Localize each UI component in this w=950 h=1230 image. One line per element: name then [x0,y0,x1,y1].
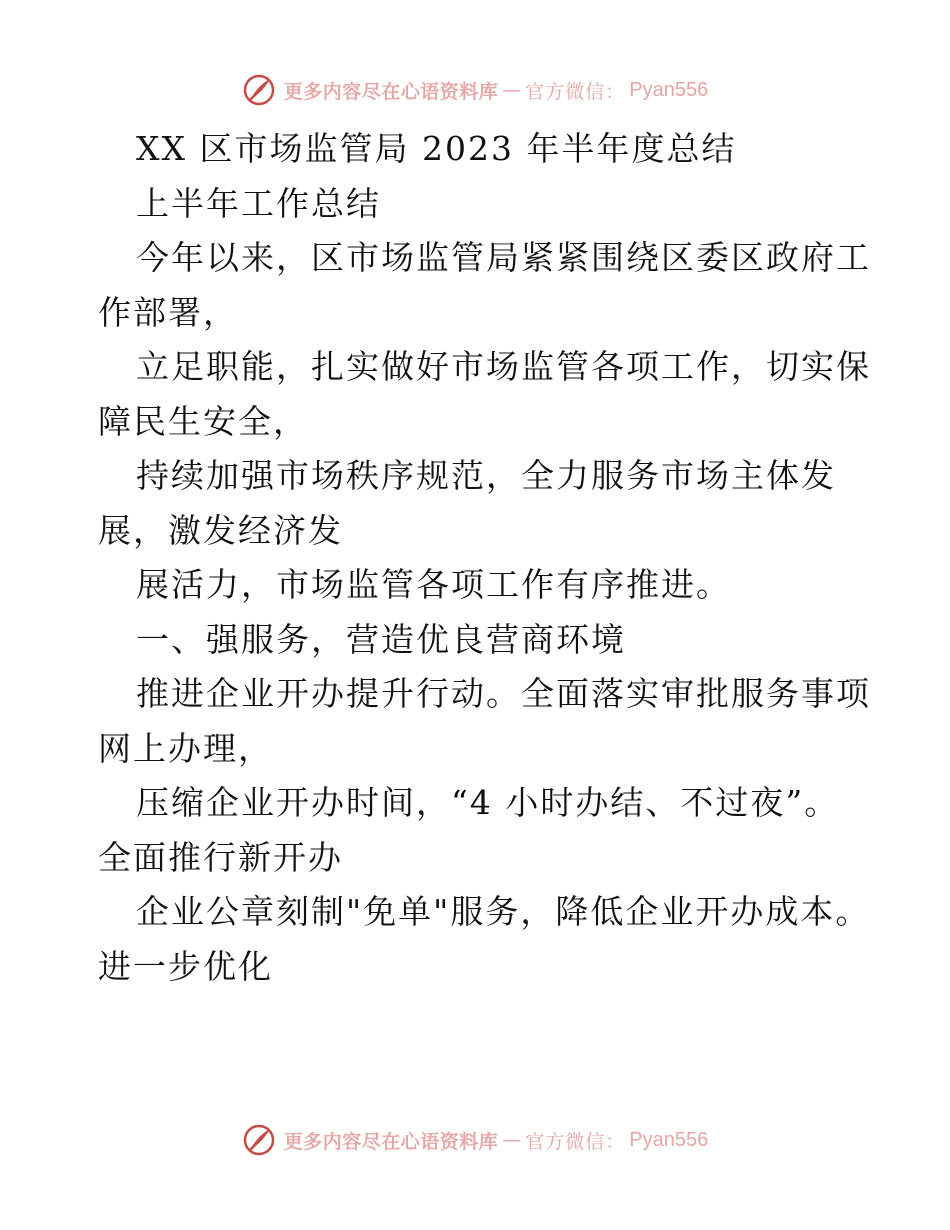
banner-dash: — [502,1129,522,1151]
paragraph-line: 企业公章刻制"免单"服务，降低企业开办成本。 [136,892,871,931]
paragraph-line: 立足职能，扎实做好市场监管各项工作，切实保 [136,347,871,386]
paragraph-line: 展活力，市场监管各项工作有序推进。 [136,565,731,604]
banner-wechat-id: Pyan556 [629,78,709,101]
paragraph-line: 展，激发经济发 [98,510,343,550]
footer-watermark-banner [0,1120,950,1160]
paragraph-line: 作部署， [98,292,238,332]
quill-logo-icon [242,1123,276,1157]
paragraph-line: 网上办理， [98,728,273,768]
paragraph-line: 推进企业开办提升行动。全面落实审批服务事项 [136,674,871,713]
banner-slogan: 更多内容尽在心语资料库 [283,1130,499,1153]
quill-logo-icon [242,73,276,107]
paragraph-line: 障民生安全， [98,401,308,441]
banner-wechat-label: 官方微信： [525,80,626,103]
paragraph-line: 全面推行新开办 [98,837,343,877]
banner-dash: — [502,79,522,101]
document-body [98,122,871,994]
paragraph-line: 今年以来，区市场监管局紧紧围绕区委区政府工 [136,238,871,277]
paragraph-line: 进一步优化 [98,946,273,986]
document-title: XX 区市场监管局 2023 年半年度总结 [136,129,737,168]
banner-wechat-label: 官方微信： [525,1130,626,1153]
paragraph-line: 持续加强市场秩序规范，全力服务市场主体发 [136,456,836,495]
subsection-heading: 一、强服务，营造优良营商环境 [136,619,626,659]
header-watermark-banner [0,70,950,110]
banner-slogan: 更多内容尽在心语资料库 [283,80,499,103]
paragraph-line: 压缩企业开办时间，“4 小时办结、不过夜”。 [136,783,840,822]
section-heading: 上半年工作总结 [136,183,381,223]
banner-wechat-id: Pyan556 [629,1128,709,1151]
